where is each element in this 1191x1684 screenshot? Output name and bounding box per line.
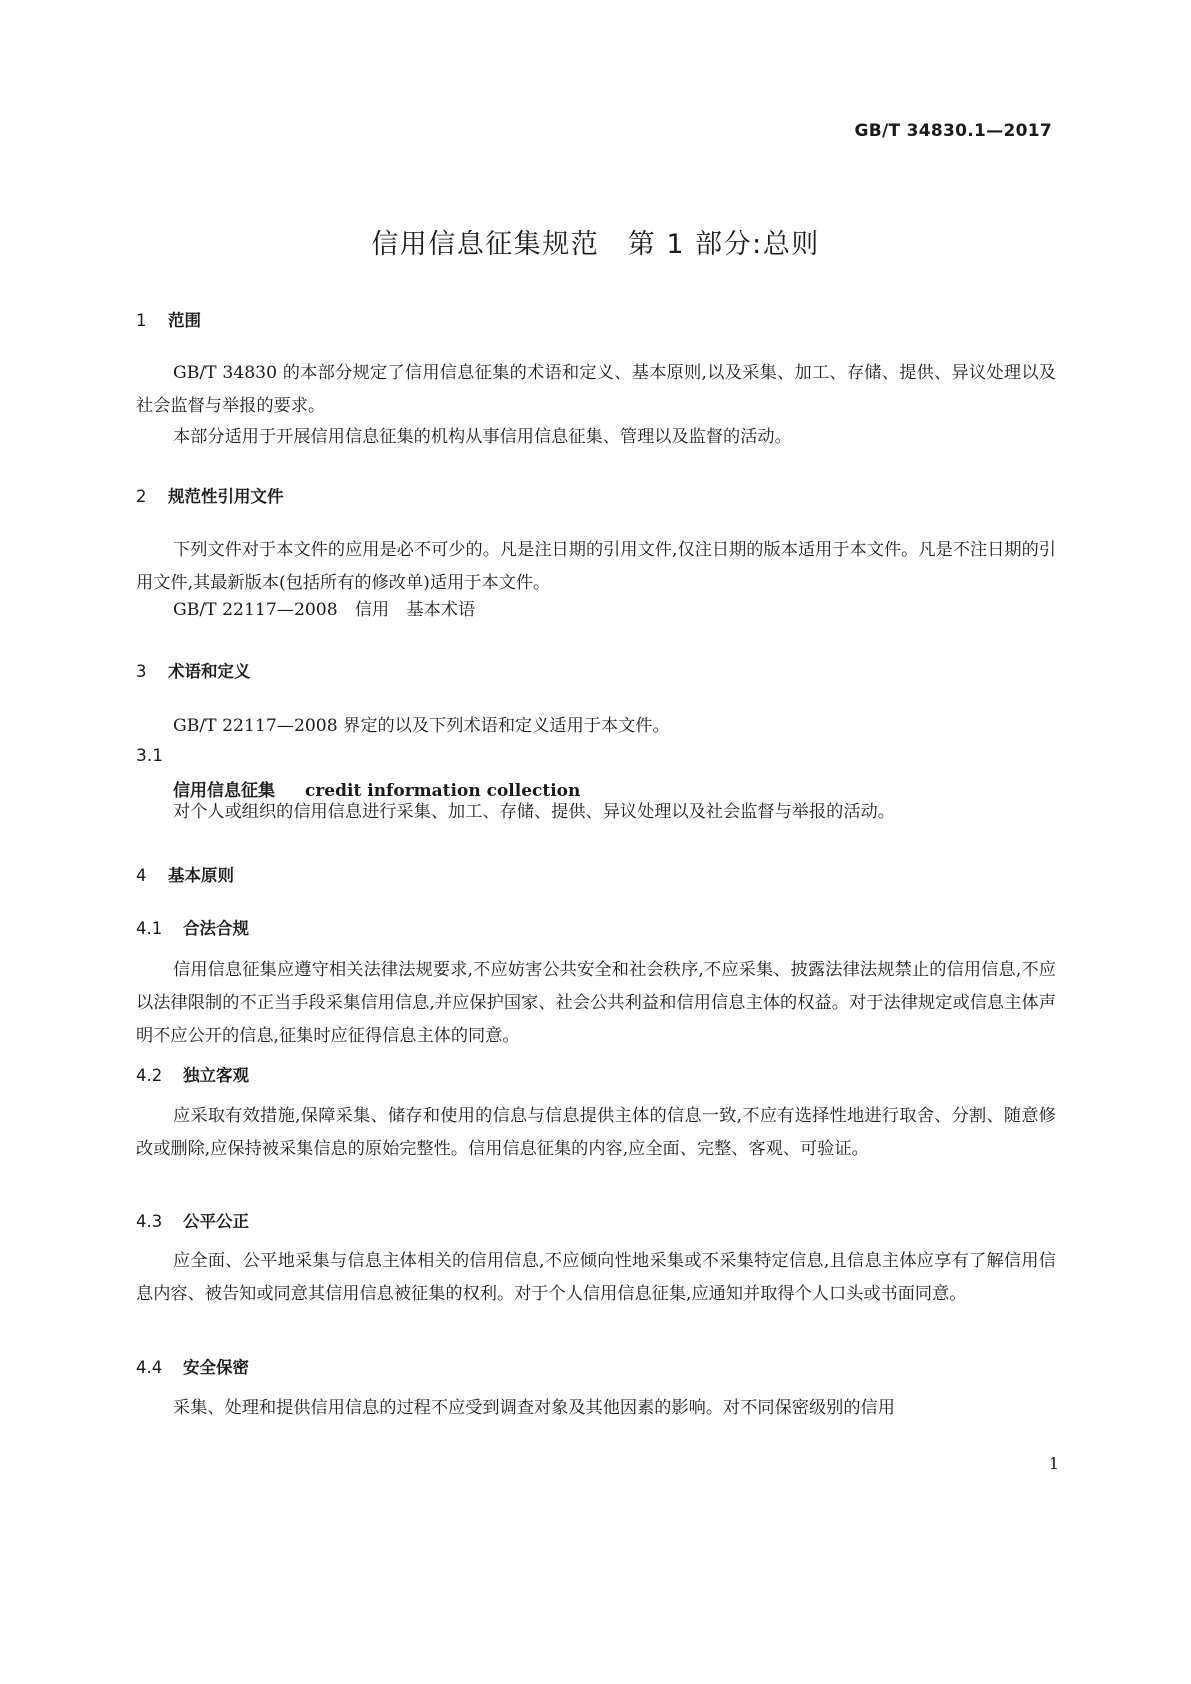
clause-number: 3.1 [136,746,164,766]
document-title: 信用信息征集规范 第 1 部分:总则 [371,229,820,260]
subsection-title: 合法合规 [183,919,249,938]
term-chinese: 信用信息征集 [173,781,275,801]
standard-code: GB/T 34830.1—2017 [854,121,1052,141]
subsection-heading-4-2 [136,1062,249,1086]
paragraph: 下列文件对于本文件的应用是必不可少的。凡是注日期的引用文件,仅注日期的版本适用于本文件。凡是不注日期的引用文件,其最新版本(包括所有的修改单)适用于本文件。 [136,540,1056,593]
section-title: 范围 [168,311,201,330]
paragraph: 应全面、公平地采集与信息主体相关的信用信息,不应倾向性地采集或不采集特定信息,且信息主体应享有了解信用信息内容、被告知或同意其信用信息被征集的权利。对于个人信用信息征集,应通知并取得个人口头或书面同意。 [136,1251,1056,1304]
section-title: 术语和定义 [168,662,251,681]
subsection-heading-4-1 [136,915,249,939]
section-title: 规范性引用文件 [168,487,284,506]
subsection-number: 4.2 [136,1066,163,1085]
section-heading-4 [136,862,234,886]
paragraph: 本部分适用于开展信用信息征集的机构从事信用信息征集、管理以及监督的活动。 [173,427,792,447]
section-number: 1 [136,311,147,330]
paragraph: 信用信息征集应遵守相关法律法规要求,不应妨害公共安全和社会秩序,不应采集、披露法律法规禁止的信用信息,不应以法律限制的不正当手段采集信用信息,并应保护国家、社会公共利益和信用信息主体的权益。对于法律规定或信息主体声明不应公开的信息,征集时应征得信息主体的同意。 [136,960,1056,1046]
paragraph: GB/T 22117—2008 界定的以及下列术语和定义适用于本文件。 [173,716,670,736]
section-heading-1 [136,307,201,331]
subsection-number: 4.4 [136,1358,163,1377]
subsection-heading-4-3 [136,1208,249,1232]
subsection-heading-4-4 [136,1354,249,1378]
paragraph: 采集、处理和提供信用信息的过程不应受到调查对象及其他因素的影响。对不同保密级别的信用 [173,1398,895,1418]
subsection-title: 安全保密 [183,1358,249,1377]
section-number: 2 [136,487,147,506]
section-title: 基本原则 [168,866,234,885]
subsection-number: 4.1 [136,919,163,938]
subsection-title: 公平公正 [183,1212,249,1231]
subsection-title: 独立客观 [183,1066,249,1085]
section-heading-3 [136,658,251,682]
term-definition: 对个人或组织的信用信息进行采集、加工、存储、提供、异议处理以及社会监督与举报的活动。 [173,802,895,822]
section-number: 3 [136,662,147,681]
subsection-number: 4.3 [136,1212,163,1231]
section-number: 4 [136,866,147,885]
paragraph: GB/T 34830 的本部分规定了信用信息征集的术语和定义、基本原则,以及采集、加工、存储、提供、异议处理以及社会监督与举报的要求。 [136,363,1056,416]
page-number: 1 [1048,1454,1059,1473]
section-heading-2 [136,483,284,507]
normative-reference: GB/T 22117—2008 信用 基本术语 [173,600,476,620]
paragraph: 应采取有效措施,保障采集、储存和使用的信息与信息提供主体的信息一致,不应有选择性地进行取舍、分割、随意修改或删除,应保持被采集信息的原始完整性。信用信息征集的内容,应全面、完整、客观、可验证。 [136,1106,1056,1159]
term-english: credit information collection [305,781,581,801]
